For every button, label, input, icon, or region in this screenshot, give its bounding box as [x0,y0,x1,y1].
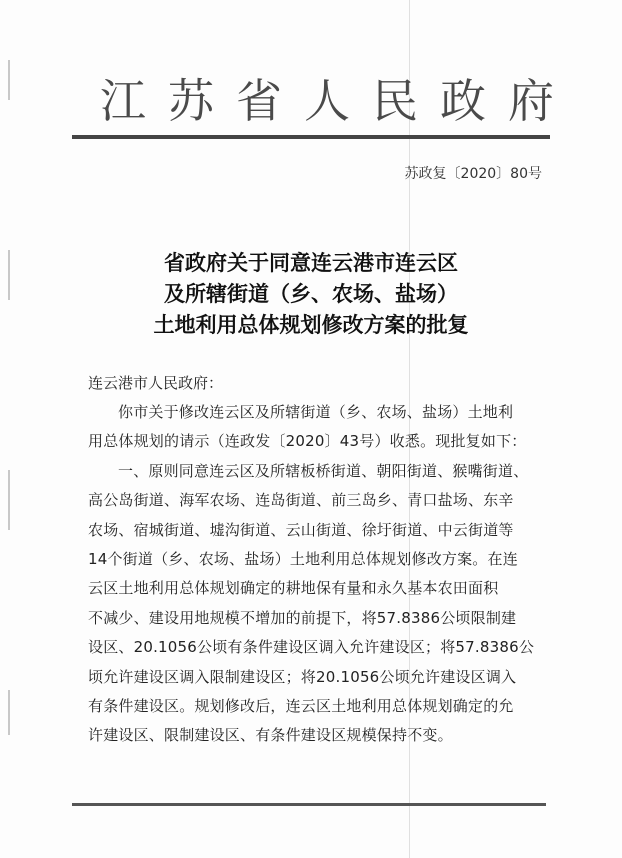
body-line: 14个街道（乡、农场、盐场）土地利用总体规划修改方案。在连 [88,550,518,569]
scan-margin-mark [8,470,10,530]
scan-margin-mark [8,250,10,300]
document-title [72,248,550,341]
body-line: 农场、宿城街道、墟沟街道、云山街道、徐圩街道、中云街道等 [88,520,514,539]
body-line: 顷允许建设区调入限制建设区；将20.1056公顷允许建设区调入 [88,667,517,686]
scan-margin-mark [8,60,10,100]
body-line: 许建设区、限制建设区、有条件建设区规模保持不变。 [88,726,453,745]
body-paragraph [88,457,542,751]
body-line: 用总体规划的请示（连政发〔2020〕43号）收悉。现批复如下： [88,432,527,451]
title-line: 省政府关于同意连云港市连云区 [164,251,458,275]
scan-margin-mark [8,690,10,735]
footer-rule [72,803,546,806]
title-line: 及所辖街道（乡、农场、盐场） [164,282,458,306]
body-line: 你市关于修改连云区及所辖街道（乡、农场、盐场）土地利 [118,403,514,421]
body-line: 设区、20.1056公顷有条件建设区调入允许建设区；将57.8386公 [88,638,535,657]
document-number: 苏政复〔2020〕80号 [404,166,542,182]
salutation: 连云港市人民政府： [88,374,224,392]
document-header [78,68,576,134]
header-rule [72,135,550,139]
body-paragraph [88,398,542,457]
document-body [88,398,542,751]
body-line: 有条件建设区。规划修改后，连云区土地利用总体规划确定的允 [88,697,514,716]
issuing-authority-name: 江苏省人民政府 [100,74,576,128]
title-line: 土地利用总体规划修改方案的批复 [153,313,469,337]
body-line: 一、原则同意连云区及所辖板桥街道、朝阳街道、猴嘴街道、 [118,461,529,480]
body-line: 高公岛街道、海军农场、连岛街道、前三岛乡、青口盐场、东辛 [88,491,514,510]
body-line: 云区土地利用总体规划确定的耕地保有量和永久基本农田面积 [88,579,499,598]
body-line: 不减少、建设用地规模不增加的前提下，将57.8386公顷限制建 [88,608,517,627]
